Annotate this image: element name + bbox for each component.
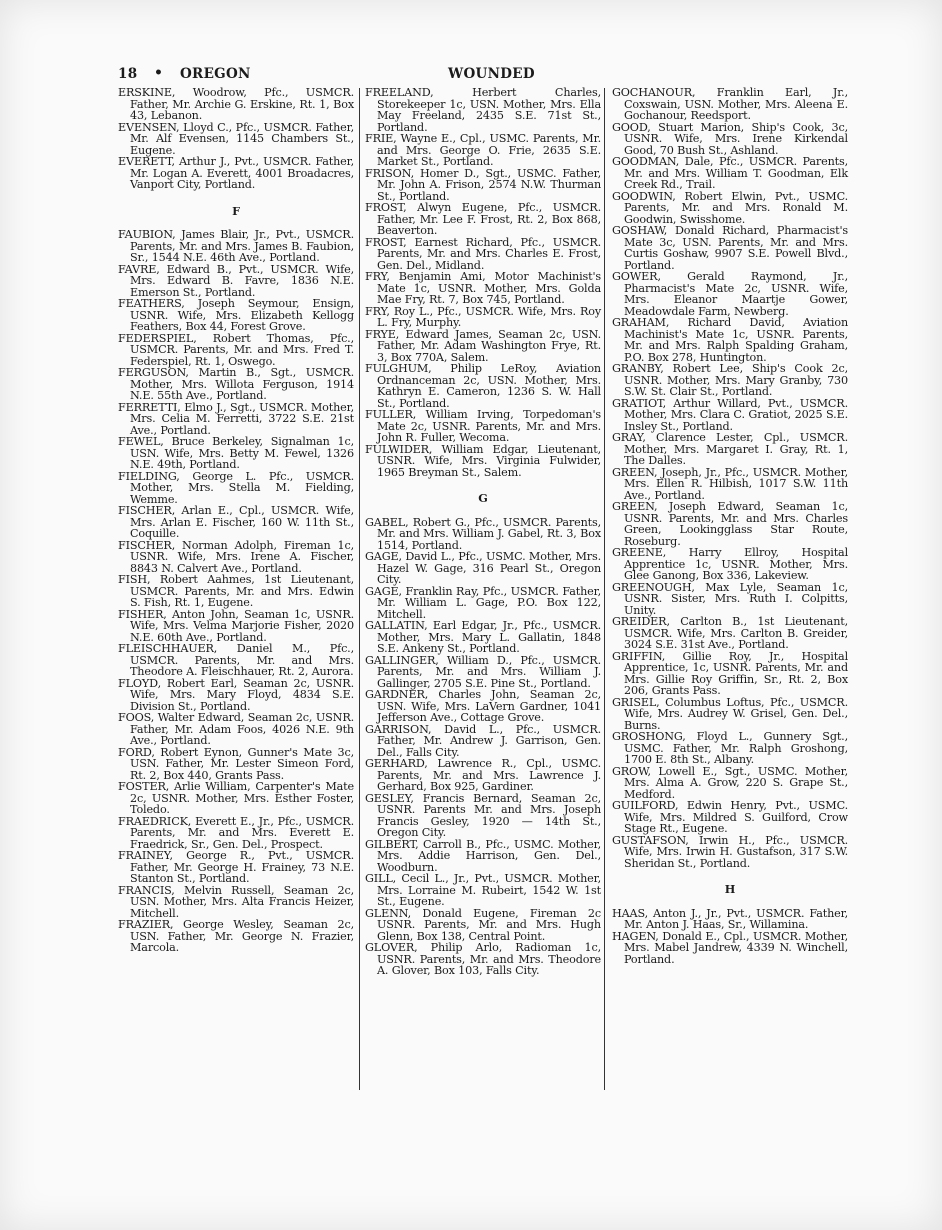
casualty-entry: FORD, Robert Eynon, Gunner's Mate 3c, USN. Father, Mr. Lester Simeon Ford, Rt. 2, Box 440, Grants Pass. [118,745,354,782]
casualty-entry: FAUBION, James Blair, Jr., Pvt., USMCR. Parents, Mr. and Mrs. James B. Faubion, Sr., 1544 N.E. 46th Ave., Portland. [118,228,354,264]
casualty-entry: FRY, Roy L., Pfc., USMCR. Wife, Mrs. Roy L. Fry, Murphy. [365,304,601,329]
column-divider [604,88,605,1090]
casualty-entry: GRIFFIN, Gillie Roy, Jr., Hospital Apprentice, 1c, USNR. Parents, Mr. and Mrs. Gillie Roy Griffin, Sr., Rt. 2, Box 206, Grants Pass. [612,649,848,697]
casualty-entry: FRAINEY, George R., Pvt., USMCR. Father, Mr. George H. Frainey, 73 N.E. Stanton St., Portland. [118,849,354,885]
casualty-entry: FEWEL, Bruce Berkeley, Signalman 1c, USN. Wife, Mrs. Betty M. Fewel, 1326 N.E. 49th, Portland. [118,435,354,471]
casualty-entry: FROST, Alwyn Eugene, Pfc., USMCR. Father, Mr. Lee F. Frost, Rt. 2, Box 868, Beaverton. [365,201,601,237]
casualty-entry: FRY, Benjamin Ami, Motor Machinist's Mate 1c, USNR. Mother, Mrs. Golda Mae Fry, Rt. 7, Box 745, Portland. [365,270,601,306]
casualty-entry: GOCHANOUR, Franklin Earl, Jr., Coxswain, USN. Mother, Mrs. Aleena E. Gochanour, Reedsport. [612,86,848,122]
casualty-entry: GREEN, Joseph Edward, Seaman 1c, USNR. Parents, Mr. and Mrs. Charles Green, Lookingglass Star Route, Roseburg. [612,500,848,548]
casualty-entry: FREELAND, Herbert Charles, Storekeeper 1c, USN. Mother, Mrs. Ella May Freeland, 2435 S.E. 71st St., Portland. [365,86,601,134]
casualty-entry: HAAS, Anton J., Jr., Pvt., USMCR. Father, Mr. Anton J. Haas, Sr., Willamina. [612,906,848,931]
casualty-entry: FERRETTI, Elmo J., Sgt., USMCR. Mother, Mrs. Celia M. Ferretti, 3722 S.E. 21st Ave., Portland. [118,400,354,437]
casualty-entry: ERSKINE, Woodrow, Pfc., USMCR. Father, Mr. Archie G. Erskine, Rt. 1, Box 43, Lebanon. [118,86,354,122]
casualty-entry: FRIE, Wayne E., Cpl., USMC. Parents, Mr. and Mrs. George O. Frie, 2635 S.E. Market St., Portland. [365,132,601,168]
casualty-entry: EVERETT, Arthur J., Pvt., USMCR. Father, Mr. Logan A. Everett, 4001 Broadacres, Vanport City, Portland. [118,155,354,191]
casualty-entry: GROW, Lowell E., Sgt., USMC. Mother, Mrs. Alma A. Grow, 220 S. Grape St., Medford. [612,764,848,801]
casualty-entry: GOODWIN, Robert Elwin, Pvt., USMC. Parents, Mr. and Mrs. Ronald M. Goodwin, Swisshome. [612,189,848,226]
casualty-entry: FISCHER, Norman Adolph, Fireman 1c, USNR. Wife, Mrs. Irene A. Fischer, 8843 N. Calvert Ave., Portland. [118,538,354,575]
casualty-entry: FRAZIER, George Wesley, Seaman 2c, USN. Father, Mr. George N. Frazier, Marcola. [118,918,354,954]
state-title: OREGON [180,66,251,82]
casualty-entry: GLOVER, Philip Arlo, Radioman 1c, USNR. Parents, Mr. and Mrs. Theodore A. Glover, Box 103, Falls City. [365,941,601,977]
casualty-entry: FRYE, Edward James, Seaman 2c, USN. Father, Mr. Adam Washington Frye, Rt. 3, Box 770A, Salem. [365,327,601,364]
casualty-entry: GRANBY, Robert Lee, Ship's Cook 2c, USNR. Mother, Mrs. Mary Granby, 730 S.W. St. Clair St., Portland. [612,362,848,398]
casualty-entry: GREIDER, Carlton B., 1st Lieutenant, USMCR. Wife, Mrs. Carlton B. Greider, 3024 S.E. 31st Ave., Portland. [612,615,848,651]
casualty-entry: FISCHER, Arlan E., Cpl., USMCR. Wife, Mrs. Arlan E. Fischer, 160 W. 11th St., Coquille. [118,504,354,540]
casualty-entry: GESLEY, Francis Bernard, Seaman 2c, USNR. Parents Mr. and Mrs. Joseph Francis Gesley, 1920 — 14th St., Oregon City. [365,791,601,839]
casualty-entry: GOWER, Gerald Raymond, Jr., Pharmacist's Mate 2c, USNR. Wife, Mrs. Eleanor Maartje Gower, Meadowdale Farm, Newberg. [612,270,848,318]
casualty-entry: GLENN, Donald Eugene, Fireman 2c USNR. Parents, Mr. and Mrs. Hugh Glenn, Box 138, Central Point. [365,906,601,943]
casualty-entry: GREEN, Joseph, Jr., Pfc., USMCR. Mother, Mrs. Ellen R. Hilbish, 1017 S.W. 11th Ave., Portland. [612,465,848,502]
casualty-entry: GALLINGER, William D., Pfc., USMCR. Parents, Mr. and Mrs. William J. Gallinger, 2705 S.E. Pine St., Portland. [365,653,601,690]
casualty-entry: HAGEN, Donald E., Cpl., USMCR. Mother, Mrs. Mabel Jandrew, 4339 N. Winchell, Portland. [612,929,848,966]
casualty-entry: GOOD, Stuart Marion, Ship's Cook, 3c, USNR. Wife, Mrs. Irene Kirkendal Good, 70 Bush St., Ashland. [612,120,848,157]
casualty-entry: GRISEL, Columbus Loftus, Pfc., USMCR. Wife, Mrs. Audrey W. Grisel, Gen. Del., Burns. [612,695,848,732]
casualty-entry: FISHER, Anton John, Seaman 1c, USNR. Wife, Mrs. Velma Marjorie Fisher, 2020 N.E. 60th Ave., Portland. [118,607,354,644]
casualty-entry: GUSTAFSON, Irwin H., Pfc., USMCR. Wife, Mrs. Irwin H. Gustafson, 317 S.W. Sheridan St., Portland. [612,833,848,870]
casualty-entry: FAVRE, Edward B., Pvt., USMCR. Wife, Mrs. Edward B. Favre, 1836 N.E. Emerson St., Portland. [118,262,354,299]
casualty-entry: FOSTER, Arlie William, Carpenter's Mate 2c, USNR. Mother, Mrs. Esther Foster, Toledo. [118,780,354,816]
column-3 [612,87,848,965]
casualty-entry: GRAHAM, Richard David, Aviation Machinist's Mate 1c, USNR. Parents, Mr. and Mrs. Ralph Spalding Graham, P.O. Box 278, Huntington. [612,316,848,364]
casualty-entry: GREENOUGH, Max Lyle, Seaman 1c, USNR. Sister, Mrs. Ruth I. Colpitts, Unity. [612,580,848,617]
casualty-entry: FEATHERS, Joseph Seymour, Ensign, USNR. Wife, Mrs. Elizabeth Kellogg Feathers, Box 44, Forest Grove. [118,297,354,333]
casualty-entry: FLEISCHHAUER, Daniel M., Pfc., USMCR. Parents, Mr. and Mrs. Theodore A. Fleischhauer, Rt. 2, Aurora. [118,642,354,678]
casualty-entry: GABEL, Robert G., Pfc., USMCR. Parents, Mr. and Mrs. William J. Gabel, Rt. 3, Box 1514, Portland. [365,515,601,552]
bullet: • [154,65,164,81]
casualty-entry: FLOYD, Robert Earl, Seaman 2c, USNR. Wife, Mrs. Mary Floyd, 4834 S.E. Division St., Portland. [118,676,354,713]
casualty-entry: GREENE, Harry Ellroy, Hospital Apprentice 1c, USNR. Mother, Mrs. Glee Ganong, Box 336, Lakeview. [612,546,848,582]
casualty-entry: GERHARD, Lawrence R., Cpl., USMC. Parents, Mr. and Mrs. Lawrence J. Gerhard, Box 925, Gardiner. [365,757,601,793]
section-letter: H [724,882,736,896]
section-title: WOUNDED [448,66,535,82]
casualty-entry: GAGE, David L., Pfc., USMC. Mother, Mrs. Hazel W. Gage, 316 Pearl St., Oregon City. [365,550,601,586]
casualty-entry: FULGHUM, Philip LeRoy, Aviation Ordnanceman 2c, USN. Mother, Mrs. Kathryn E. Cameron, 1236 S. W. Hall St., Portland. [365,362,601,410]
casualty-entry: FRANCIS, Melvin Russell, Seaman 2c, USN. Mother, Mrs. Alta Francis Heizer, Mitchell. [118,883,354,920]
casualty-entry: GILL, Cecil L., Jr., Pvt., USMCR. Mother, Mrs. Lorraine M. Rubeirt, 1542 W. 1st St., Eugene. [365,872,601,908]
casualty-entry: GRATIOT, Arthur Willard, Pvt., USMCR. Mother, Mrs. Clara C. Gratiot, 2025 S.E. Insley St., Portland. [612,396,848,433]
casualty-entry: GARDNER, Charles John, Seaman 2c, USN. Wife, Mrs. LaVern Gardner, 1041 Jefferson Ave., Cottage Grove. [365,688,601,724]
casualty-entry: GILBERT, Carroll B., Pfc., USMC. Mother, Mrs. Addie Harrison, Gen. Del., Woodburn. [365,837,601,874]
section-letter: F [232,203,240,218]
column-divider [359,88,360,1090]
casualty-entry: FULWIDER, William Edgar, Lieutenant, USNR. Wife, Mrs. Virginia Fulwider, 1965 Breyman St., Salem. [365,442,601,479]
casualty-entry: FIELDING, George L. Pfc., USMCR. Mother, Mrs. Stella M. Fielding, Wemme. [118,469,354,506]
casualty-entry: FRAEDRICK, Everett E., Jr., Pfc., USMCR. Parents, Mr. and Mrs. Everett E. Fraedrick, Sr., Gen. Del., Prospect. [118,814,354,851]
casualty-entry: GRAY, Clarence Lester, Cpl., USMCR. Mother, Mrs. Margaret I. Gray, Rt. 1, The Dalles. [612,431,848,467]
casualty-entry: GALLATIN, Earl Edgar, Jr., Pfc., USMCR. Mother, Mrs. Mary L. Gallatin, 1848 S.E. Ankeny St., Portland. [365,619,601,655]
casualty-entry: FULLER, William Irving, Torpedoman's Mate 2c, USNR. Parents, Mr. and Mrs. John R. Fuller, Wecoma. [365,408,601,444]
casualty-entry: FISH, Robert Aahmes, 1st Lieutenant, USMCR. Parents, Mr. and Mrs. Edwin S. Fish, Rt. 1, Eugene. [118,573,354,609]
casualty-entry: FRISON, Homer D., Sgt., USMC. Father, Mr. John A. Frison, 2574 N.W. Thurman St., Portland. [365,166,601,203]
casualty-entry: FROST, Earnest Richard, Pfc., USMCR. Parents, Mr. and Mrs. Charles E. Frost, Gen. Del., Midland. [365,235,601,272]
casualty-entry: GAGE, Franklin Ray, Pfc., USMCR. Father, Mr. William L. Gage, P.O. Box 122, Mitchell. [365,584,601,621]
column-2 [365,87,601,977]
page-number: 18 [118,66,138,82]
page-header [118,66,828,86]
casualty-entry: GOSHAW, Donald Richard, Pharmacist's Mate 3c, USN. Parents, Mr. and Mrs. Curtis Goshaw, 9907 S.E. Powell Blvd., Portland. [612,224,848,272]
column-1 [118,87,354,954]
casualty-entry: GOODMAN, Dale, Pfc., USMCR. Parents, Mr. and Mrs. William T. Goodman, Elk Creek Rd., Trail. [612,155,848,191]
casualty-entry: FOOS, Walter Edward, Seaman 2c, USNR. Father, Mr. Adam Foos, 4026 N.E. 9th Ave., Portland. [118,711,354,747]
casualty-entry: FEDERSPIEL, Robert Thomas, Pfc., USMCR. Parents, Mr. and Mrs. Fred T. Federspiel, Rt. 1, Oswego. [118,331,354,368]
casualty-entry: GROSHONG, Floyd L., Gunnery Sgt., USMC. Father, Mr. Ralph Groshong, 1700 E. 8th St., Albany. [612,730,848,766]
casualty-entry: FERGUSON, Martin B., Sgt., USMCR. Mother, Mrs. Willota Ferguson, 1914 N.E. 55th Ave., Portland. [118,366,354,402]
casualty-entry: EVENSEN, Lloyd C., Pfc., USMCR. Father, Mr. Alf Evensen, 1145 Chambers St., Eugene. [118,120,354,157]
casualty-entry: GARRISON, David L., Pfc., USMCR. Father, Mr. Andrew J. Garrison, Gen. Del., Falls City. [365,722,601,759]
section-letter: G [478,491,488,505]
casualty-entry: GUILFORD, Edwin Henry, Pvt., USMC. Wife, Mrs. Mildred S. Guilford, Crow Stage Rt., Eugene. [612,799,848,835]
